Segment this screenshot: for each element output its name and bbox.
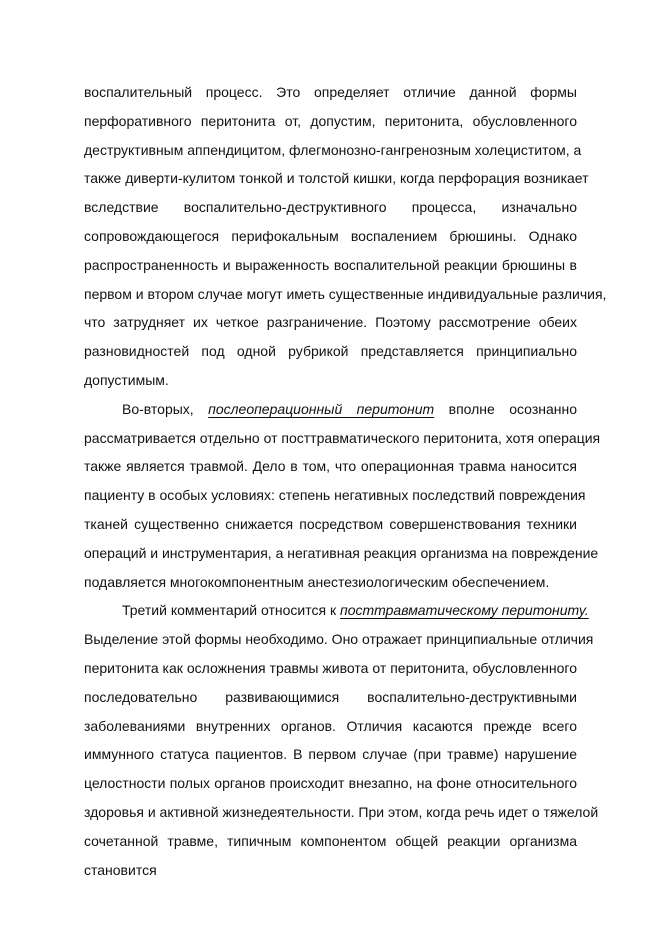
text-line: перфоративного перитонита от, допустим, перитонита, обусловленного (84, 112, 577, 129)
text-line: пациенту в особых условиях: степень негативных последствий повреждения (84, 487, 586, 504)
text-line: сочетанной травме, типичным компонентом общей реакции организма (84, 832, 577, 849)
text-line: тканей существенно снижается посредством совершенствования техники (84, 515, 577, 532)
emphasized-term: послеоперационный перитонит (208, 400, 435, 417)
text-line: подавляется многокомпонентным анестезиологическим обеспечением. (84, 573, 550, 590)
text-line: разновидностей под одной рубрикой представляется принципиально (84, 343, 577, 360)
text-line: воспалительный процесс. Это определяет отличие данной формы (84, 84, 577, 100)
text-line: также является травмой. Дело в том, что операционная травма наносится (84, 458, 577, 475)
paragraph-2 (84, 395, 601, 597)
text-run: Третий комментарий относится к (122, 602, 337, 619)
text-line: первом и втором случае могут иметь существенные индивидуальные различия, (84, 285, 607, 302)
text-line: становится (84, 861, 157, 878)
emphasized-term: посттравматическому перитониту. (339, 602, 589, 619)
text-run: Во-вторых, (122, 400, 194, 417)
text-line: деструктивным аппендицитом, флегмонозно-гангренозным холециститом, а (84, 141, 582, 158)
text-line: последовательно развивающимися воспалительно-деструктивными (84, 688, 577, 705)
text-line: перитонита как осложнения травмы живота от перитонита, обусловленного (84, 659, 577, 676)
text-line-first (84, 596, 589, 625)
text-line: заболеваниями внутренних органов. Отличия касаются прежде всего (84, 717, 577, 734)
text-line: рассматривается отдельно от посттравматического перитонита, хотя операция (84, 429, 601, 446)
text-line: распространенность и выраженность воспалительной реакции брюшины в (84, 256, 577, 273)
text-line: Выделение этой формы необходимо. Оно отражает принципиальные отличия (84, 631, 594, 648)
text-line: операций и инструментария, а негативная реакция организма на повреждение (84, 544, 599, 561)
text-line: здоровья и активной жизнедеятельности. При этом, когда речь идет о тяжелой (84, 803, 599, 820)
text-line: вследствие воспалительно-деструктивного процесса, изначально (84, 199, 577, 216)
document-page (84, 78, 607, 884)
text-line-first (84, 395, 577, 424)
text-line: иммунного статуса пациентов. В первом случае (при травме) нарушение (84, 746, 577, 763)
text-line: целостности полых органов происходит внезапно, на фоне относительного (84, 775, 577, 792)
text-line: допустимым. (84, 371, 169, 388)
text-line: сопровождающегося перифокальным воспалением брюшины. Однако (84, 227, 577, 244)
text-run: вполне осознанно (448, 400, 577, 417)
paragraph-3 (84, 596, 599, 884)
text-line: что затрудняет их четкое разграничение. Поэтому рассмотрение обеих (84, 314, 577, 331)
paragraph-1 (84, 78, 607, 395)
text-line: также диверти-кулитом тонкой и толстой кишки, когда перфорация возникает (84, 170, 589, 187)
